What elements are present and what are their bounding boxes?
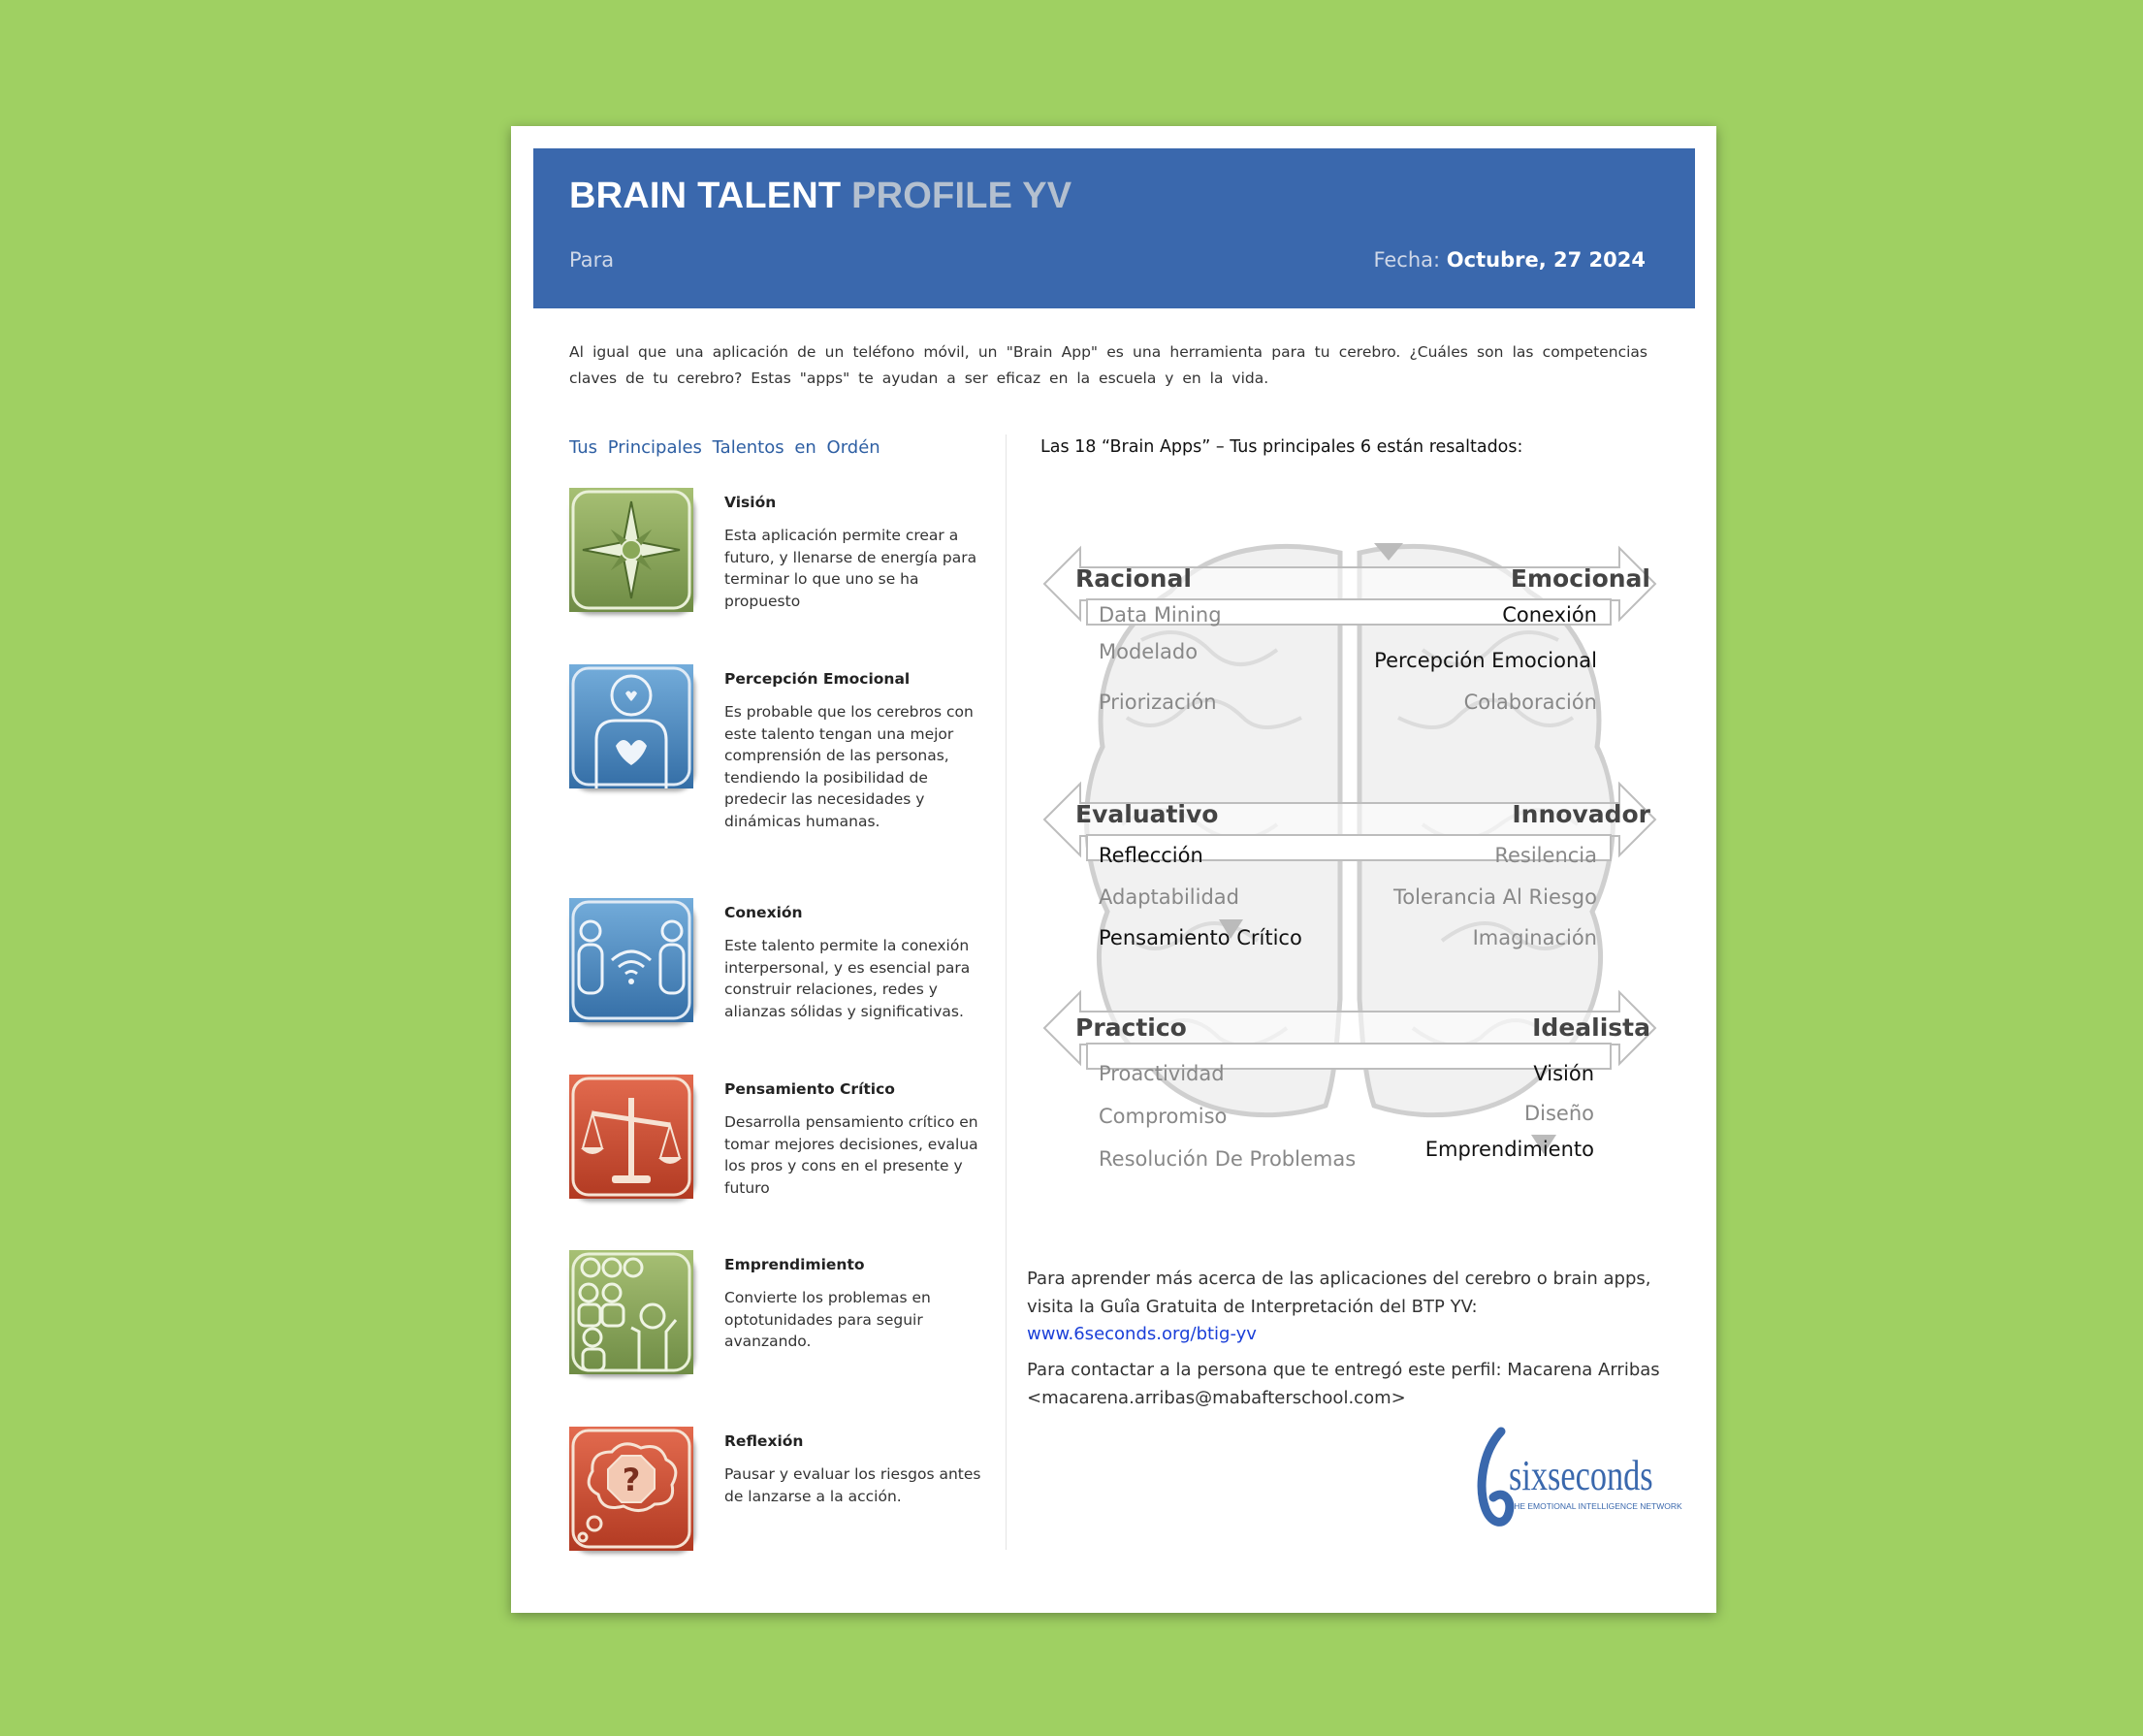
brain-app-conexion: Conexión [1502,603,1597,627]
brain-app-pensamiento-critico: Pensamiento Crítico [1099,926,1302,949]
learn-more-text: Para aprender más acerca de las aplicaciones del cerebro o brain apps, visita la Guîa Gratuita de Interpretación del BTP YV: [1027,1269,1651,1317]
compass-star-icon [569,488,693,612]
brain-app-adaptabilidad: Adaptabilidad [1099,885,1239,909]
talent-description: Este talento permite la conexión interpersonal, y es esencial para construir relaciones, redes y alianzas sólidas y significativas. [724,937,971,1020]
brain-app-resolucion-problemas: Resolución De Problemas [1099,1147,1357,1171]
svg-text:THE EMOTIONAL INTELLIGENCE NET: THE EMOTIONAL INTELLIGENCE NETWORK [1509,1501,1682,1511]
category-practico: Practico [1075,1013,1187,1042]
talent-name: Conexión [724,904,803,921]
svg-text:?: ? [622,1462,641,1498]
brain-app-tolerancia-riesgo: Tolerancia Al Riesgo [1393,885,1597,909]
date-field [1373,248,1646,272]
talent-name: Percepción Emocional [724,670,911,688]
profile-page [511,126,1716,1613]
para-label: Para [569,248,615,272]
talent-description: Es probable que los cerebros con este talento tengan una mejor comprensión de las personas, tendiendo la posibilidad de predecir las necesidades y dinámicas humanas. [724,703,974,830]
title-part-2: PROFILE YV [851,176,1072,216]
thought-question-icon [569,1427,693,1551]
people-wifi-icon [569,898,693,1022]
learn-more-block [1027,1266,1677,1349]
page-title [569,176,1072,217]
talents-heading: Tus Principales Talentos en Ordén [569,437,880,458]
brain-app-diseno: Diseño [1523,1102,1594,1125]
category-innovador: Innovador [1512,800,1650,828]
brain-app-compromiso: Compromiso [1099,1105,1228,1128]
brain-app-percepcion-emocional: Percepción Emocional [1374,649,1597,672]
talent-description: Pausar y evaluar los riesgos antes de lanzarse a la acción. [724,1465,981,1505]
svg-text:sixseconds: sixseconds [1509,1451,1653,1500]
title-part-1: BRAIN TALENT [569,176,842,216]
brain-app-colaboracion: Colaboración [1463,691,1597,714]
category-emocional: Emocional [1510,564,1650,593]
intro-paragraph: Al igual que una aplicación de un teléfono móvil, un "Brain App" es una herramienta para tu cerebro. ¿Cuáles son las competencias claves de tu cerebro? Estas "apps" te ayudan a ser eficaz en la escuela y en la vida. [569,343,1647,387]
category-idealista: Idealista [1532,1013,1650,1042]
talent-description: Esta aplicación permite crear a futuro, y llenarse de energía para terminar lo que uno se ha propuesto [724,527,977,610]
sixseconds-logo [1476,1426,1682,1532]
brain-app-resilencia: Resilencia [1494,844,1597,867]
brain-app-priorizacion: Priorización [1099,691,1217,714]
guide-link[interactable]: www.6seconds.org/btig-yv [1027,1324,1257,1344]
talent-name: Emprendimiento [724,1256,865,1273]
brain-apps-diagram [1035,533,1665,1171]
brain-app-vision: Visión [1533,1062,1594,1085]
group-people-icon [569,1250,693,1374]
category-racional: Racional [1075,564,1192,593]
talent-name: Visión [724,494,777,511]
brain-app-data-mining: Data Mining [1099,603,1222,627]
brain-app-proactividad: Proactividad [1099,1062,1225,1085]
person-heart-icon [569,664,693,788]
brain-app-modelado: Modelado [1099,640,1199,663]
talent-description: Convierte los problemas en optotunidades para seguir avanzando. [724,1289,931,1350]
talent-name: Reflexión [724,1432,804,1450]
sixseconds-logo-mark [1476,1426,1682,1532]
talent-description: Desarrolla pensamiento crítico en tomar mejores decisiones, evalua los pros y cons en el presente y futuro [724,1113,978,1197]
column-divider [1006,434,1007,1550]
category-evaluativo: Evaluativo [1075,800,1219,828]
brain-app-emprendimiento: Emprendimiento [1424,1138,1594,1161]
header-banner [533,148,1695,308]
talent-name: Pensamiento Crítico [724,1080,895,1098]
brain-app-imaginacion: Imaginación [1472,926,1597,949]
brain-app-reflexion: Reflección [1099,844,1203,867]
date-label: Fecha: [1373,248,1441,272]
brain-apps-heading: Las 18 “Brain Apps” – Tus principales 6 están resaltados: [1040,437,1523,457]
date-value: Octubre, 27 2024 [1446,248,1646,272]
contact-text: Para contactar a la persona que te entregó este perfil: Macarena Arribas <macarena.arribas@mabafterschool.com> [1027,1360,1660,1408]
scales-icon [569,1075,693,1199]
